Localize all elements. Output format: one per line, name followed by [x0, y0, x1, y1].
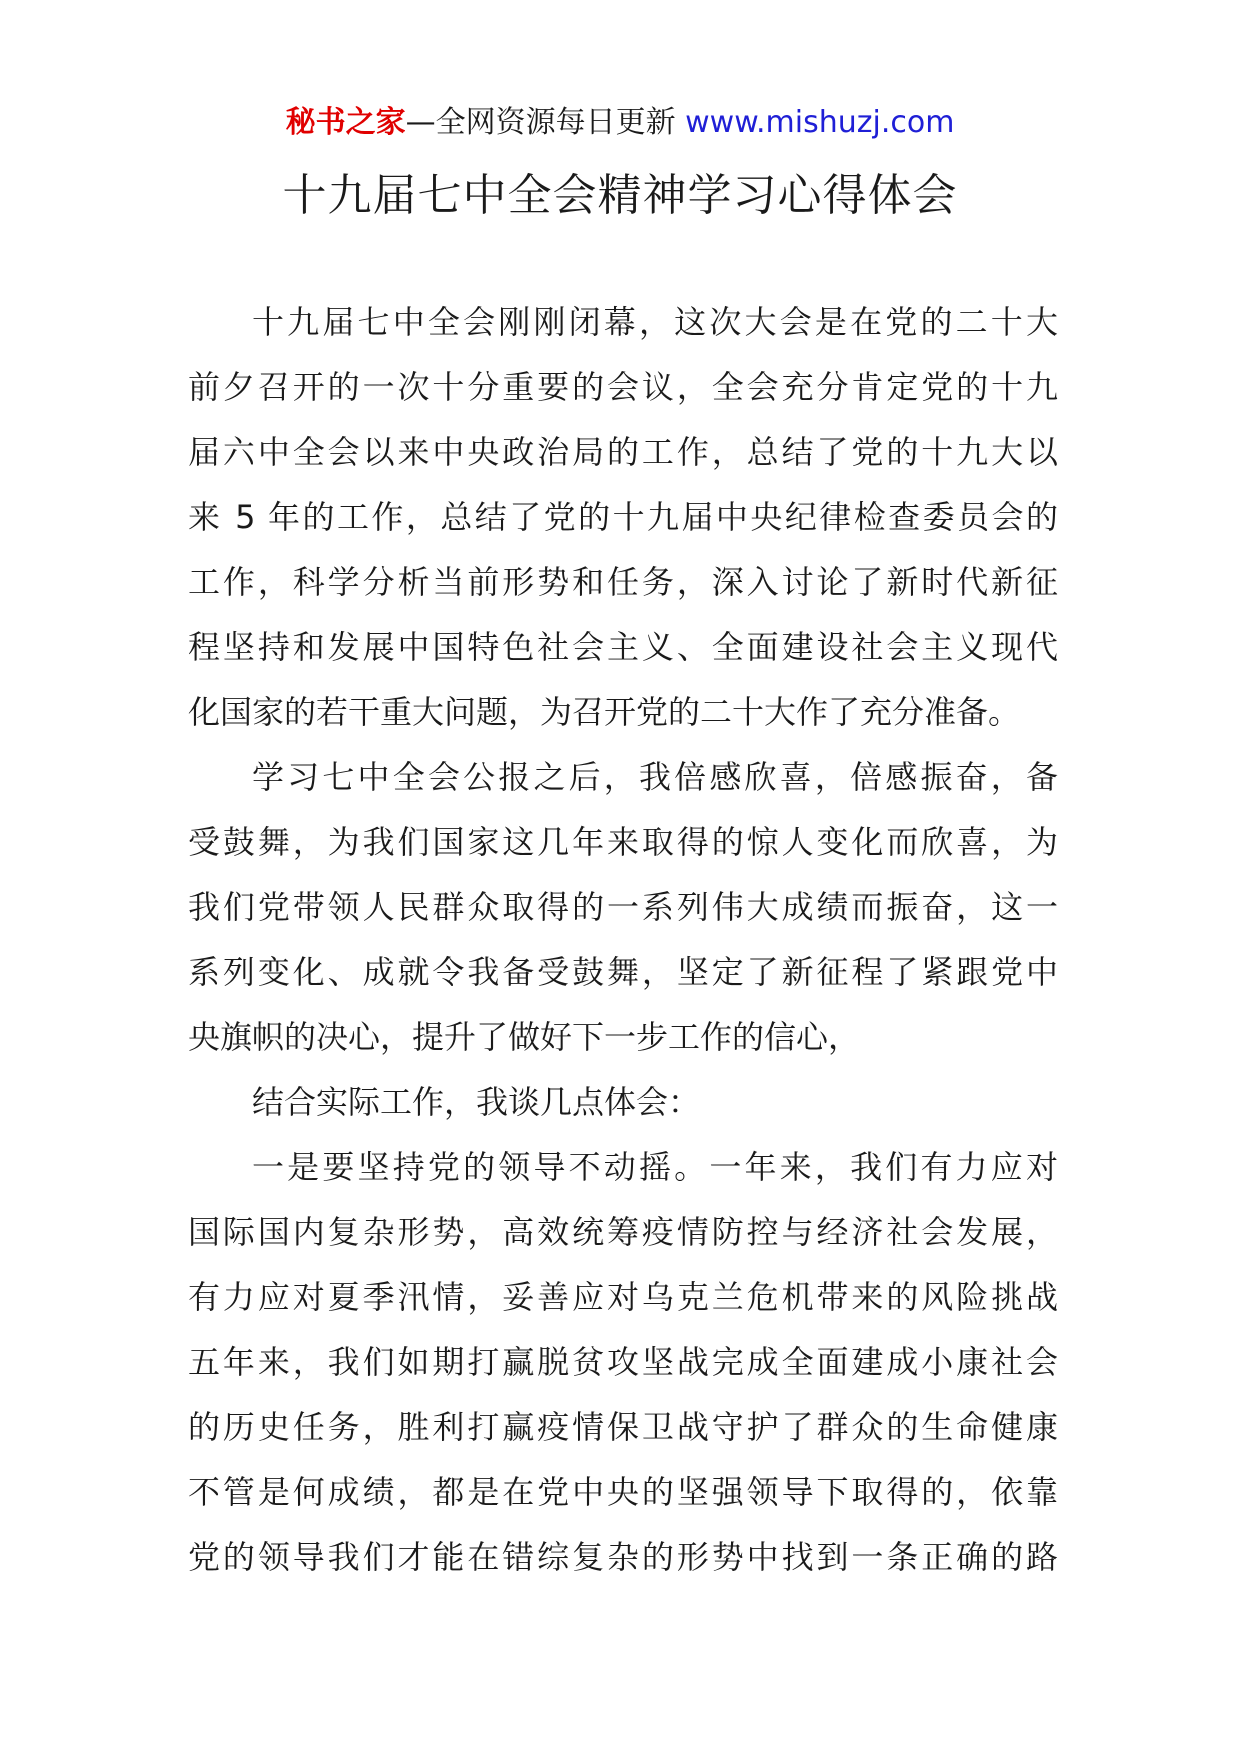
document-body — [188, 290, 1058, 1590]
text-line: 受鼓舞，为我们国家这几年来取得的惊人变化而欣喜，为 — [188, 823, 1058, 861]
site-tagline: —全网资源每日更新 — [405, 105, 676, 140]
text-line: 程坚持和发展中国特色社会主义、全面建设社会主义现代 — [188, 628, 1058, 666]
text-line: 的历史任务，胜利打赢疫情保卫战守护了群众的生命健康 — [188, 1408, 1058, 1446]
text-line: 来 5 年的工作，总结了党的十九届中央纪律检查委员会的 — [188, 498, 1058, 536]
text-line: 五年来，我们如期打赢脱贫攻坚战完成全面建成小康社会 — [188, 1343, 1058, 1381]
text-line: 学习七中全会公报之后，我倍感欣喜，倍感振奋，备 — [252, 758, 1058, 796]
text-line: 一是要坚持党的领导不动摇。一年来，我们有力应对 — [252, 1148, 1058, 1186]
text-line: 届六中全会以来中央政治局的工作，总结了党的十九大以 — [188, 433, 1058, 471]
site-url[interactable]: www.mishuzj.com — [685, 105, 955, 140]
text-line: 党的领导我们才能在错综复杂的形势中找到一条正确的路 — [188, 1538, 1058, 1576]
document-title: 十九届七中全会精神学习心得体会 — [282, 170, 958, 221]
text-line: 有力应对夏季汛情，妥善应对乌克兰危机带来的风险挑战 — [188, 1278, 1058, 1316]
text-line: 前夕召开的一次十分重要的会议，全会充分肯定党的十九 — [188, 368, 1058, 406]
text-line: 系列变化、成就令我备受鼓舞，坚定了新征程了紧跟党中 — [188, 953, 1058, 991]
text-line: 结合实际工作，我谈几点体会： — [252, 1083, 701, 1121]
text-line: 不管是何成绩，都是在党中央的坚强领导下取得的，依靠 — [188, 1473, 1058, 1511]
text-line: 工作，科学分析当前形势和任务，深入讨论了新时代新征 — [188, 563, 1058, 601]
site-header — [0, 103, 1240, 143]
text-line: 化国家的若干重大问题，为召开党的二十大作了充分准备。 — [188, 693, 1021, 731]
text-line: 国际国内复杂形势，高效统筹疫情防控与经济社会发展， — [188, 1213, 1058, 1251]
text-line: 十九届七中全会刚刚闭幕，这次大会是在党的二十大 — [252, 303, 1058, 341]
brand-name: 秘书之家 — [285, 105, 406, 140]
text-line: 我们党带领人民群众取得的一系列伟大成绩而振奋，这一 — [188, 888, 1058, 926]
text-line: 央旗帜的决心，提升了做好下一步工作的信心， — [188, 1018, 861, 1056]
